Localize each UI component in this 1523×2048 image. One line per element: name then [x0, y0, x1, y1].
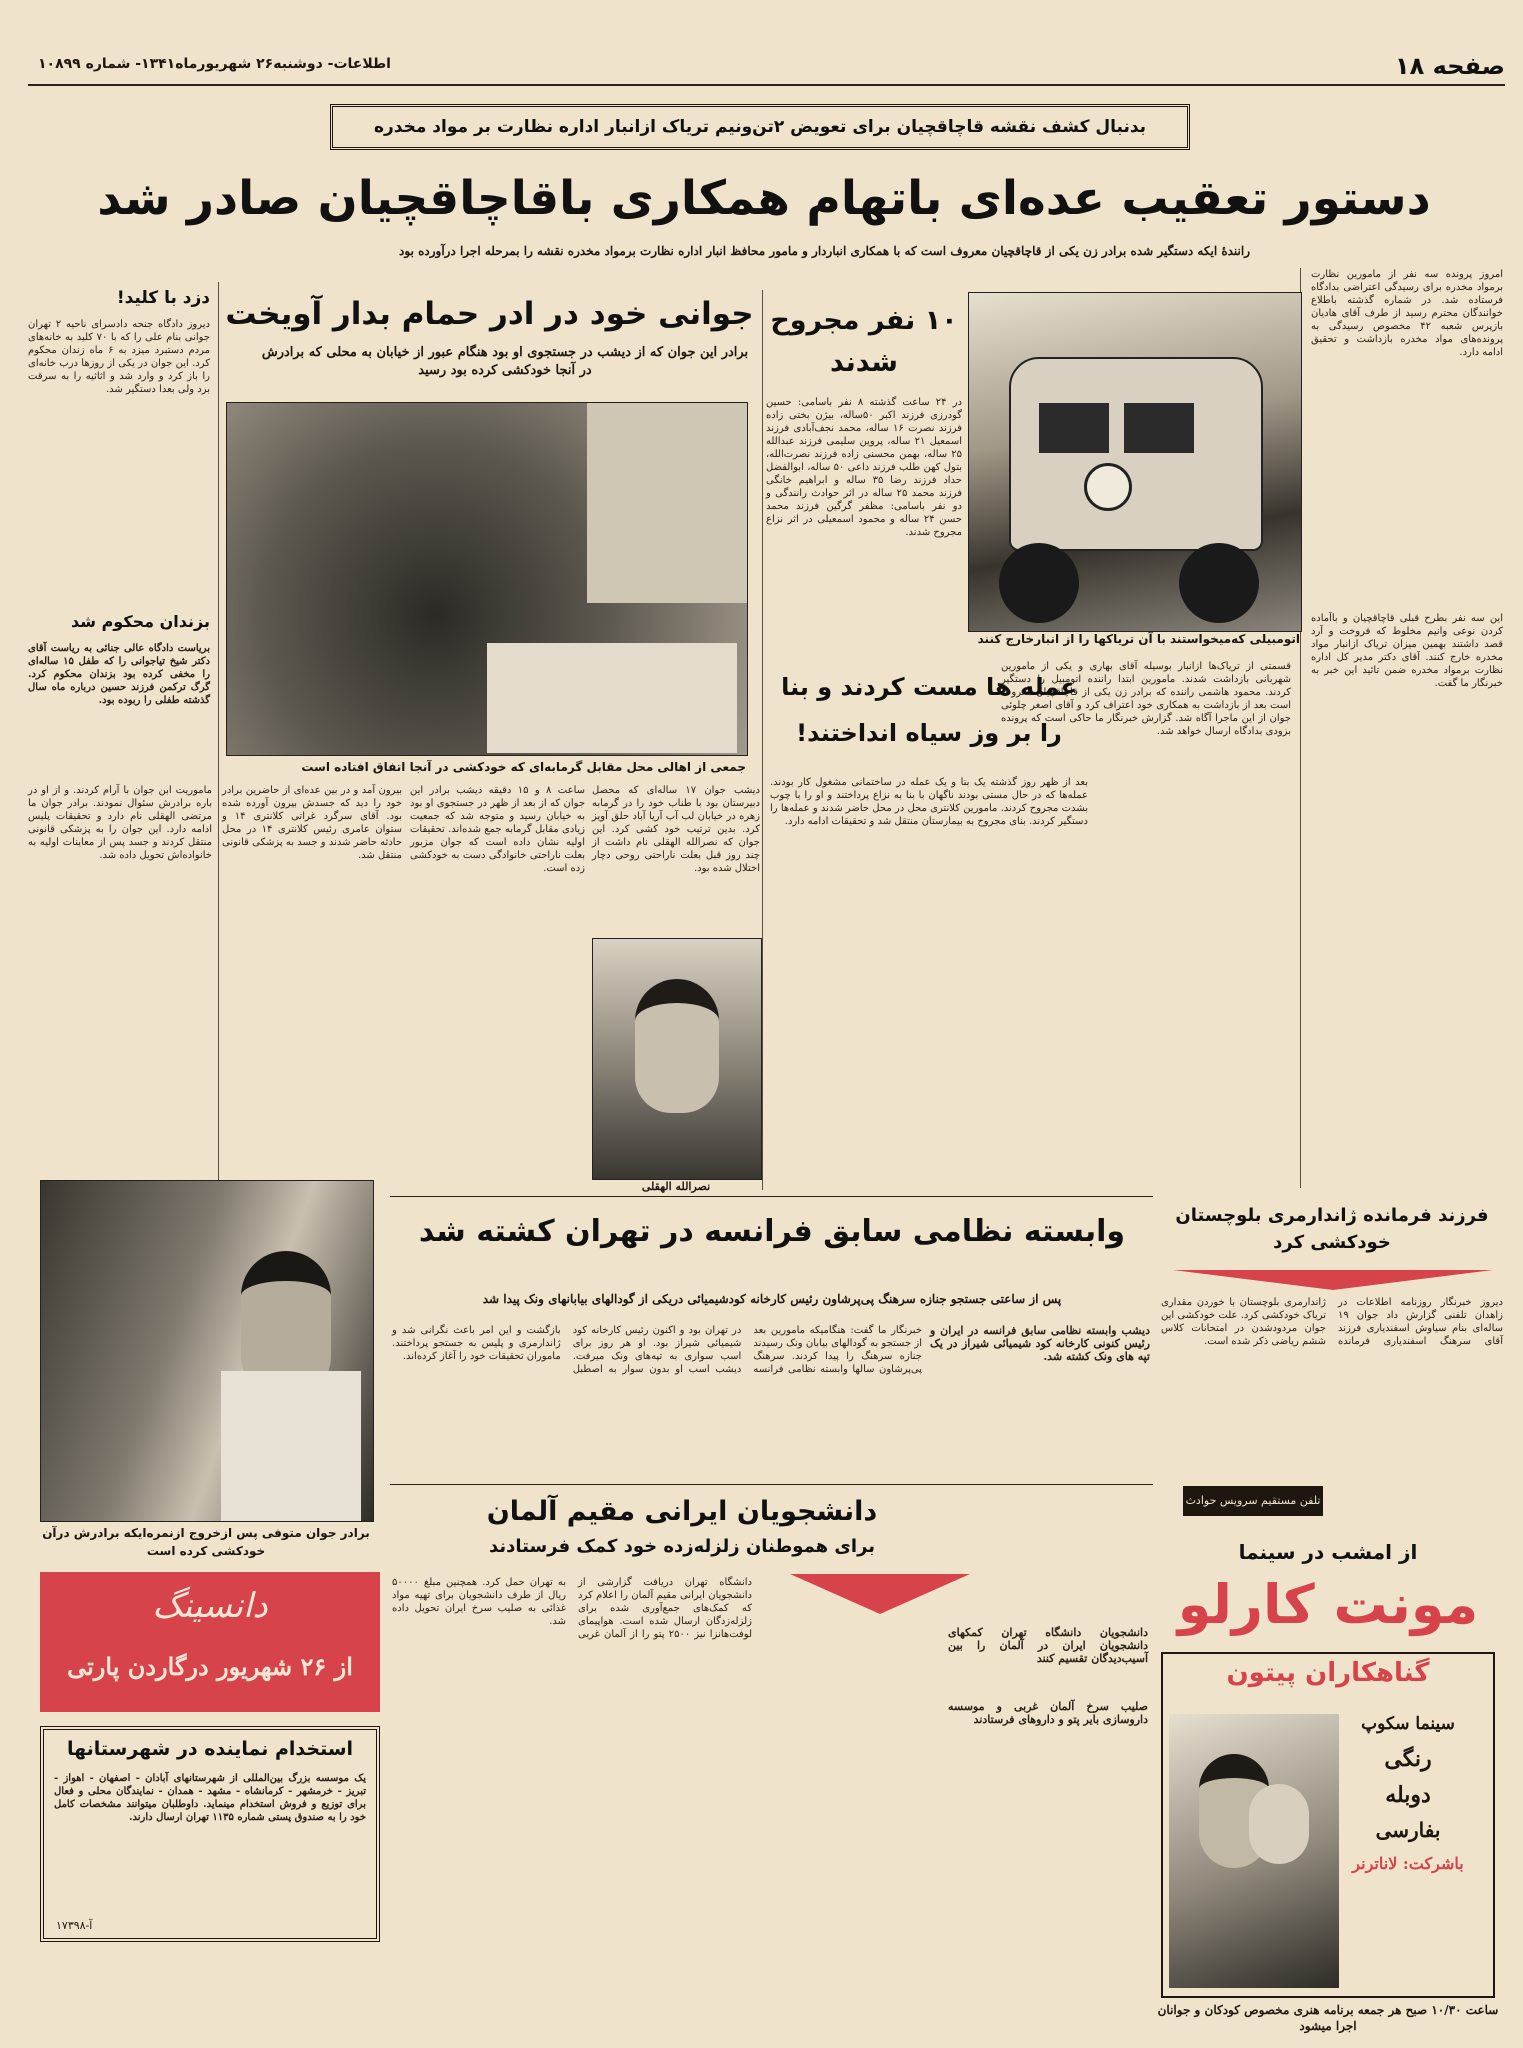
lead-column-1: امروز پرونده سه نفر از مامورین نظارت برمواد مخدره برای رسیدگی اعتراضی بدادگاه فرستاده شد. در شماره گذشته باطلاع خوانندگان محترم رسید از طرف آقای هادیان بازپرس شعبه ۴۲ مخصوص رسیدگی به پرونده‌های مواد مخدره بازداشت و تحقیق ادامه دارد. — [1311, 269, 1503, 358]
vw-logo-icon — [1084, 463, 1132, 511]
phone-box: تلفن مستقیم سرویس حوادث ۳۲۵۶۹ — [1183, 1486, 1323, 1516]
dancing-subtitle: از ۲۶ شهریور درگاردن پارتی — [67, 1652, 353, 1681]
cinema-feature-1: سینما سکوپ — [1361, 1714, 1455, 1734]
french-deck: پس از ساعتی جستجو جنازه سرهنگ پی‌پرشاون رئیس کارخانه کودشیمیائی دریکی از گودالهای بیابانهای ونک پیدا شد — [482, 1292, 1062, 1306]
lead-kicker: بدنبال کشف نقشه قاچاقچیان برای تعویض ۲تن‌ونیم تریاک ازانبار اداره نظارت بر مواد مخدره — [330, 104, 1190, 150]
students-text-2 — [948, 1756, 1148, 2036]
portrait-photo — [592, 938, 762, 1180]
masthead-rule — [28, 84, 1505, 86]
workers-text: بعد از ظهر روز گذشته یک بنا و یک عمله در ساختمانی مشغول کار بودند. عمله‌ها که در حال مستی بودند ناگهان با بنا به نزاع پرداختند و او را با چوب بشدت مجروح کردند. مامورین کلانتری محل در محل حاضر شدند و عمله‌ها را دستگیر کردند. بنای مجروح به بیمارستان منتقل شد و تحقیقات ادامه دارد. — [770, 777, 1088, 827]
van-photo — [968, 292, 1302, 632]
portrait-caption: نصرالله الهقلی — [641, 1180, 711, 1193]
cinema-photo — [1169, 1714, 1339, 1988]
gendarme-arrow — [1173, 1270, 1493, 1290]
injured-headline: ۱۰ نفر مجروح شدند — [770, 305, 958, 378]
cinema-feature-4: بفارسی — [1375, 1818, 1441, 1842]
cinema-ad — [1153, 1540, 1503, 2036]
cinema-footer: ساعت ۱۰/۳۰ صبح هر جمعه برنامه هنری مخصوص کودکان و جوانان اجرا میشود — [1157, 2003, 1499, 2033]
thief-headline: دزد با کلید! — [116, 288, 210, 308]
students-bullet-2: صلیب سرخ آلمان غربی و موسسه داروسازی بایر پتو و داروهای فرستادند — [948, 1700, 1148, 1726]
cinema-film: گناهکاران پیتون — [1226, 1658, 1430, 1688]
thief-text: دیروز دادگاه جنحه دادسرای ناحیه ۲ تهران جوانی بنام علی را که با ۷۰ کلید به خانه‌های مردم دستبرد میزد به ۶ ماه زندان محکوم کرد. این جوان در یکی از روزها درب خانه‌ای را باز کرد و وارد شد و اثاثیه را به سرقت برد ولی بعدا دستگیر شد. — [28, 319, 211, 395]
gendarme-text: دیروز خبرنگار روزنامه اطلاعات در زاهدان تلفنی گزارش داد جوان ۱۹ ساله‌ای بنام سیاوش اسفندیاری فرزند آقای سرهنگ اسفندیاری فرمانده ژاندارمری بلوچستان با خوردن مقداری تریاک خودکشی کرد. علت خودکشی این جوان مردودشدن در امتحانات کلاس ششم ریاضی ذکر شده است. — [1161, 1297, 1503, 1347]
lead-column-3: قسمتی از تریاک‌ها ازانبار بوسیله آقای بهاری و یکی از مامورین شهربانی بازداشت شدند. مامورین ابتدا راننده اتومبیل را دستگیر کردند. محمود هاشمی راننده که برادر زن یکی از قاچاقچیان معروف است بعد از بازداشت به همکاری خود اعتراف کرد و آقای اصغر چلوئی جوان از این ماجرا آگاه شد. گزارش خبرنگار ما حاکی است که پرونده بزودی بدادگاه ارسال خواهد شد. — [1001, 661, 1291, 737]
prison-headline: بزندان محکوم شد — [71, 612, 210, 631]
dancing-title: دانسینگ — [152, 1586, 268, 1626]
lead-deck: رانندهٔ ایکه دستگیر شده برادر زن یکی از قاچاقچیان معروف است که با همکاری انباردار و مامور محافظ انبار اداره نظارت برمواد مخدره نقشه را بمرحله اجرا درآورده بود — [399, 244, 1250, 258]
students-arrow — [790, 1574, 970, 1614]
crowd-photo-caption: جمعی از اهالی محل مقابل گرمابه‌ای که خودکشی در آنجا اتفاق افتاده است — [301, 760, 746, 774]
prison-text: بریاست دادگاه عالی جنائی به ریاست آقای دکتر شیخ تیاجوانی را که طفل ۱۵ ساله‌ای را مخفی کرده بود بزندان محکوم کرد. گرگ ترکمن فرزند حسین درباره ماه سال گذشته طفلی را ربوده بود. — [28, 643, 210, 706]
van-photo-caption: اتومبیلی که‌میخواستند با آن تریاکها را از انبارخارج کنند — [977, 632, 1300, 646]
suicide-column-2: ساعت ۸ و ۱۵ دقیقه دیشب برادر این جوان که از بعد از ظهر در جستجوی او بود به خیابان رسید و متوجه شد که جمعیت زیادی مقابل گرمابه جمع شده‌اند. تحقیقات اولیه نشان داده است که جوان مزبور بعلت ناراحتی خانوادگی دست به خودکشی زده است. — [410, 785, 586, 874]
cinema-starring: باشرکت: لاناترنر — [1352, 1854, 1464, 1873]
suicide-deck: برادر این جوان که از دیشب در جستجوی او بود هنگام عبور از خیابان به محلی که برادرش در آنجا خودکشی کرده بود رسید — [261, 345, 749, 378]
suicide-column-1: دیشب جوان ۱۷ ساله‌ای که محصل دبیرستان بود با طناب خود را در گرمابه زهره در خیابان لب آب آریا آباد حلق آویز کرد. بدین ترتیب خود کشی کرد. این جوان که نصرالله الهقلی نام داشت از چند روز قبل بعلت ناراحتی روحی دچار اختلال شده بود. — [592, 785, 760, 874]
french-headline: وابسته نظامی سابق فرانسه در تهران کشته شد — [418, 1214, 1126, 1249]
brother-photo-caption: برادر جوان متوفی پس ازخروج ازنمره‌ایکه برادرش درآن خودکشی کرده است — [42, 1526, 370, 1558]
jobs-title: استخدام نماینده در شهرستانها — [66, 1738, 354, 1760]
cinema-tonight: از امشب در سینما — [1238, 1540, 1418, 1564]
lead-column-2: این سه نفر بطرح قبلی قاچاقچیان و باآماده کردن نوعی وانیم مخلوط که فروخت و آرد قصد داشتند بهمین میزان تریاک ازانبار مواد مخدره خارج کنند. آقای دکتر مدیر کل اداره نظارت برمواد مخدره ضمن تائید این خبر به خبرنگار ما گفت. — [1311, 613, 1503, 689]
students-deck: برای هموطنان زلزله‌زده خود کمک فرستادند — [488, 1536, 876, 1557]
workers-headline: عمله ها مست کردند و بنا را بر وز سیاه انداختند! — [781, 673, 1077, 747]
footer-note — [40, 1948, 380, 2038]
students-text: دانشگاه تهران دریافت گزارشی از دانشجویان ایرانی مقیم آلمان را اعلام کرد که کمک‌های جمع‌آوری شده برای زلزله‌زدگان ارسال شده است. هواپیمای لوفت‌هانزا نیز ۲۵۰۰ پتو را از آلمان غربی به تهران حمل کرد. همچنین مبلغ ۵۰۰۰۰ ریال از طرف دانشجویان برای تهیه مواد غذائی به صلیب سرخ ایران تحویل داده شد. — [392, 1577, 753, 1640]
students-bullet-1: دانشجویان دانشگاه تهران کمکهای دانشجویان ایران در آلمان را بین آسیب‌دیدگان تقسیم کنند — [948, 1626, 1148, 1665]
lead-headline: دستور تعقیب عده‌ای باتهام همکاری باقاچاقچیان صادر شد — [97, 171, 1431, 226]
students-headline: دانشجویان ایرانی مقیم آلمان — [486, 1496, 878, 1527]
page-number: صفحه ۱۸ — [1395, 52, 1505, 80]
cinema-name: مونت کارلو — [1177, 1573, 1479, 1636]
french-text: خبرنگار ما گفت: هنگامیکه مامورین بعد از جستجو به گودالهای بیابان ونک رسیدند جنازه سرهنگ را پیدا کردند. سرهنگ پی‌پرشاون سالها وابسته نظامی فرانسه در تهران بود و اکنون رئیس کارخانه کود شیمیائی شیراز بود. او هر روز برای اسب سواری به تپه‌های ونک میرفت. دیشب اسب او بدون سوار به اصطبل بازگشت و این امر باعث نگرانی شد و ژاندارمری و پلیس به جستجو پرداختند. ماموران تحقیقات خود را آغاز کرده‌اند. — [392, 1325, 922, 1375]
crowd-photo — [226, 402, 748, 756]
gendarme-headline: فرزند فرمانده ژاندارمری بلوچستان خودکشی کرد — [1175, 1205, 1489, 1253]
suicide-column-3: بیرون آمد و در بین عده‌ای از حاضرین برادر خود را دید که جسدش بیرون آورده شده بود. آقای سرگرد غراتی کلانتری ۱۴ و ستوان عامری رئیس کلانتری ۱۴ در محل حادثه حاضر شدند و جسد به پزشکی قانونی منتقل شد. — [222, 785, 402, 861]
injured-text: در ۲۴ ساعت گذشته ۸ نفر باسامی: حسین گودرزی فرزند اکبر ۵۰ساله، بیژن بختی زاده فرزند نصرت ۱۶ ساله، محمد نجف‌آبادی فرزند اسمعیل ۲۱ ساله، پروین سلیمی فرزند عبدالله ۲۵ ساله، بهمن محسنی زاده فرزند نصرت‌الله، بتول کهن طلب فرزند داعی ۵۰ ساله، ابوالفضل حداد فرزند رضا ۳۵ ساله و ابراهیم خانگی فرزند محمد ۲۵ ساله در اثر حوادث رانندگی و دو نفر باسامی: مظفر گرگین فرزند محمد حسن ۲۴ ساله و محمود اسمعیلی در اثر نزاع مجروح شدند. — [766, 397, 963, 538]
paper-info: اطلاعات- دوشنبه۲۶ شهریورماه۱۳۴۱- شماره ۱۰۸۹۹ — [38, 56, 391, 72]
cinema-feature-2: رنگی — [1384, 1746, 1432, 1772]
french-subhead: دیشب وابسته نظامی سابق فرانسه در ایران و رئیس کنونی کارخانه کود شیمیائی شیراز در یک تپه های ونک کشته شد. — [930, 1324, 1150, 1363]
jobs-ad — [40, 1726, 380, 1942]
dancing-ad — [40, 1572, 380, 1712]
suicide-continued: ماموریت ابن جوان با آرام کردند. و از او در باره برادرش سئوال نمودند. برادر جوان ما مرتضی الهقلی نام دارد و تحقیقات پلیس ادامه دارد. این جوان را به پزشکی قانونی منتقل کردند و جسد پس از معاینات اولیه به خانواده‌اش تحویل داده شد. — [28, 785, 212, 861]
jobs-code: آ-۱۷۳۹۸ — [56, 1919, 93, 1932]
suicide-headline: جوانی خود در ادر حمام بدار آویخت — [225, 296, 754, 332]
jobs-text: یک موسسه بزرگ بین‌المللی از شهرستانهای آبادان - اصفهان - اهواز - تبریز - خرمشهر - کرمانشاه - مشهد - همدان - نمایندگان محلی و فعال برای توزیع و فروش استخدام مینماید. داوطلبان میتوانند مشخصات کامل خود را به صندوق پستی شماره ۱۱۳۵ تهران ارسال دارند. — [54, 1773, 366, 1823]
cinema-feature-3: دوبله — [1385, 1782, 1431, 1808]
brother-photo — [40, 1180, 374, 1522]
